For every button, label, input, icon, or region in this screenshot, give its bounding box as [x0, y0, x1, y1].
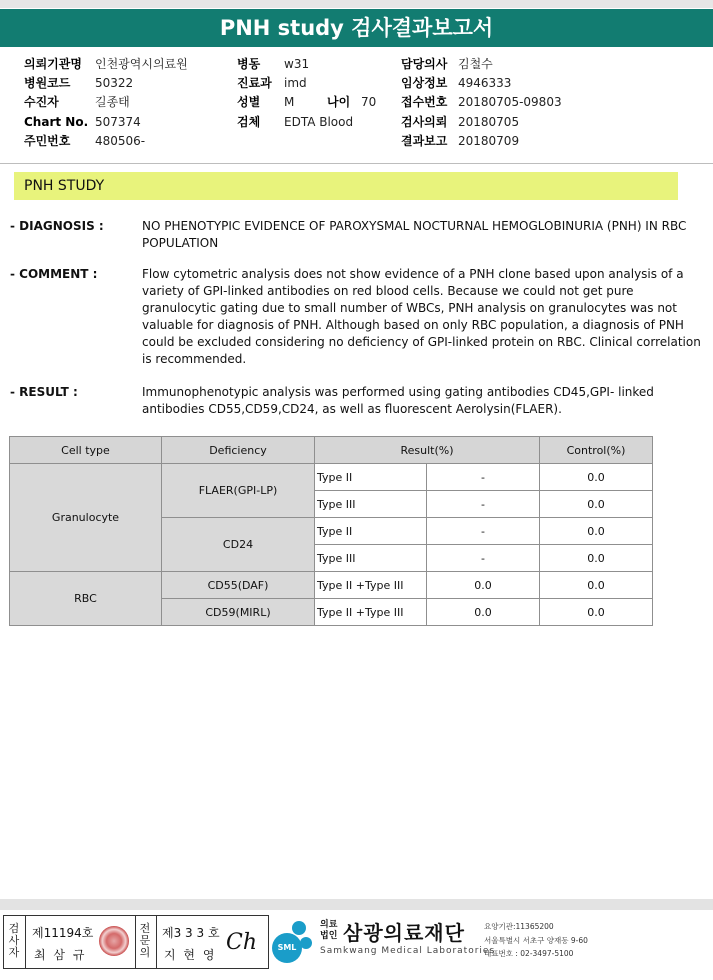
comment-text: Flow cytometric analysis does not show evidence of a PNH clone based upon analysis of a variety of GPI-linked antibodies on red blood cells. Because we could not get pure granulocytic gating due to small number of WBCs, PNH analysis on granulocytes was not valuable for diagnosis of PNH. Although based on only RBC population, a diagnosis of PNH could be excluded considering no deficiency of GPI-linked protein on RBC. Clinical correlation is recommended. — [142, 267, 701, 366]
header-label: 결과보고 — [401, 134, 448, 148]
table-row — [10, 464, 653, 491]
header-deficiency: Deficiency — [162, 437, 315, 464]
header-field — [401, 113, 601, 131]
header-result: Result(%) — [315, 437, 540, 464]
comment-section — [0, 266, 713, 371]
header-control: Control(%) — [540, 437, 653, 464]
study-title: PNH STUDY — [14, 172, 678, 200]
header-value: 4946333 — [458, 76, 512, 90]
header-value: 김철수 — [458, 57, 493, 71]
header-field — [24, 55, 224, 73]
header-field — [24, 93, 224, 111]
top-band — [0, 0, 713, 8]
header-value: w31 — [284, 57, 310, 71]
header-label: Chart No. — [24, 115, 89, 129]
header-label: 진료과 — [237, 76, 272, 90]
header-label: 접수번호 — [401, 95, 448, 109]
cell-type: Type II — [315, 518, 427, 545]
org-corp-type: 의료법인 — [320, 920, 338, 941]
header-value: 50322 — [95, 76, 134, 90]
header-value: 20180709 — [458, 134, 520, 148]
sml-logo-icon: SML — [272, 933, 302, 963]
cell-control: 0.0 — [540, 545, 653, 572]
cell-result: 0.0 — [427, 572, 540, 599]
result-section — [0, 384, 713, 420]
header-label: 담당의사 — [401, 57, 448, 71]
header-field — [401, 132, 601, 150]
header-label: 검사의뢰 — [401, 115, 448, 129]
header-label: 검체 — [237, 115, 261, 129]
cell-control: 0.0 — [540, 599, 653, 626]
header-field — [237, 113, 387, 131]
header-col1 — [24, 55, 224, 150]
header-value: 507374 — [95, 115, 141, 129]
cell-type: Type III — [315, 545, 427, 572]
cell-type: Type III — [315, 491, 427, 518]
header-value: 길종태 — [95, 95, 130, 109]
specialist-signature: Ch — [226, 930, 258, 955]
diagnosis-text: NO PHENOTYPIC EVIDENCE OF PAROXYSMAL NOCTURNAL HEMOGLOBINURIA (PNH) IN RBC POPULATION — [142, 219, 687, 250]
header-field — [401, 74, 601, 92]
table-row — [10, 572, 653, 599]
cell-control: 0.0 — [540, 491, 653, 518]
org-phone: 대표번호 : 02-3497-5100 — [484, 949, 574, 958]
report-title: PNH study 검사결과보고서 — [0, 9, 713, 47]
diagnosis-label: - DIAGNOSIS : — [10, 219, 104, 233]
cell-control: 0.0 — [540, 464, 653, 491]
header-label: 의뢰기관명 — [24, 57, 82, 71]
cell-type: Type II +Type III — [315, 572, 427, 599]
cell-cd59: CD59(MIRL) — [162, 599, 315, 626]
age-value: 70 — [361, 95, 377, 109]
logo-dot — [292, 921, 306, 935]
cell-result: - — [427, 491, 540, 518]
cell-control: 0.0 — [540, 572, 653, 599]
examiner-seal — [99, 926, 129, 956]
header-label: 성별 — [237, 95, 261, 109]
header-col2 — [237, 55, 387, 135]
cell-control: 0.0 — [540, 518, 653, 545]
header-value: EDTA Blood — [284, 115, 354, 129]
result-text: Immunophenotypic analysis was performed using gating antibodies CD45,GPI- linked antibodies CD55,CD59,CD24, as well as fluorescent Aerolysin(FLAER). — [142, 385, 654, 416]
result-label: - RESULT : — [10, 385, 78, 399]
examiner-label: 검사자 — [8, 922, 20, 959]
age-label: 나이 — [327, 95, 351, 109]
header-field — [237, 74, 387, 92]
header-divider — [0, 163, 713, 164]
cell-result: 0.0 — [427, 599, 540, 626]
result-table — [9, 436, 653, 626]
sig-divider — [25, 916, 26, 968]
header-value: 인천광역시의료원 — [95, 57, 188, 71]
footer-band — [0, 899, 713, 910]
org-address: 서울특별시 서초구 양재동 9-60 — [484, 936, 588, 945]
header-value: M — [284, 95, 295, 109]
header-label: 수진자 — [24, 95, 59, 109]
header-field — [401, 93, 601, 111]
org-code: 요양기관:11365200 — [484, 922, 554, 931]
header-cell-type: Cell type — [10, 437, 162, 464]
signature-box — [3, 915, 269, 969]
cell-result: - — [427, 464, 540, 491]
examiner-number: 제11194호 — [32, 926, 94, 940]
org-logo-block — [270, 915, 710, 970]
cell-granulocyte: Granulocyte — [10, 464, 162, 572]
diagnosis-section — [0, 218, 713, 254]
header-value: 20180705-09803 — [458, 95, 562, 109]
cell-result: - — [427, 545, 540, 572]
org-english-name: Samkwang Medical Laboratories — [320, 946, 496, 956]
header-field — [24, 132, 224, 150]
header-col3 — [401, 55, 601, 150]
cell-cd24: CD24 — [162, 518, 315, 572]
header-field — [237, 93, 387, 111]
header-label: 주민번호 — [24, 134, 71, 148]
specialist-name: 지 현 영 — [164, 948, 217, 962]
table-header-row — [10, 437, 653, 464]
sig-divider — [156, 916, 157, 968]
comment-label: - COMMENT : — [10, 267, 98, 281]
org-name: 삼광의료재단 — [343, 921, 465, 945]
header-label: 병원코드 — [24, 76, 71, 90]
cell-type: Type II — [315, 464, 427, 491]
cell-type: Type II +Type III — [315, 599, 427, 626]
cell-rbc: RBC — [10, 572, 162, 626]
header-label: 임상정보 — [401, 76, 448, 90]
header-value: imd — [284, 76, 307, 90]
header-field — [401, 55, 601, 73]
cell-cd55: CD55(DAF) — [162, 572, 315, 599]
header-field — [237, 55, 387, 73]
specialist-number: 제3 3 3 호 — [162, 926, 220, 940]
examiner-name: 최 삼 규 — [34, 948, 87, 962]
cell-flaer: FLAER(GPI-LP) — [162, 464, 315, 518]
header-value: 20180705 — [458, 115, 520, 129]
header-label: 병동 — [237, 57, 261, 71]
header-value: 480506- — [95, 134, 146, 148]
cell-result: - — [427, 518, 540, 545]
specialist-label: 전문의 — [139, 922, 151, 959]
header-field — [24, 74, 224, 92]
header-field — [24, 113, 224, 131]
